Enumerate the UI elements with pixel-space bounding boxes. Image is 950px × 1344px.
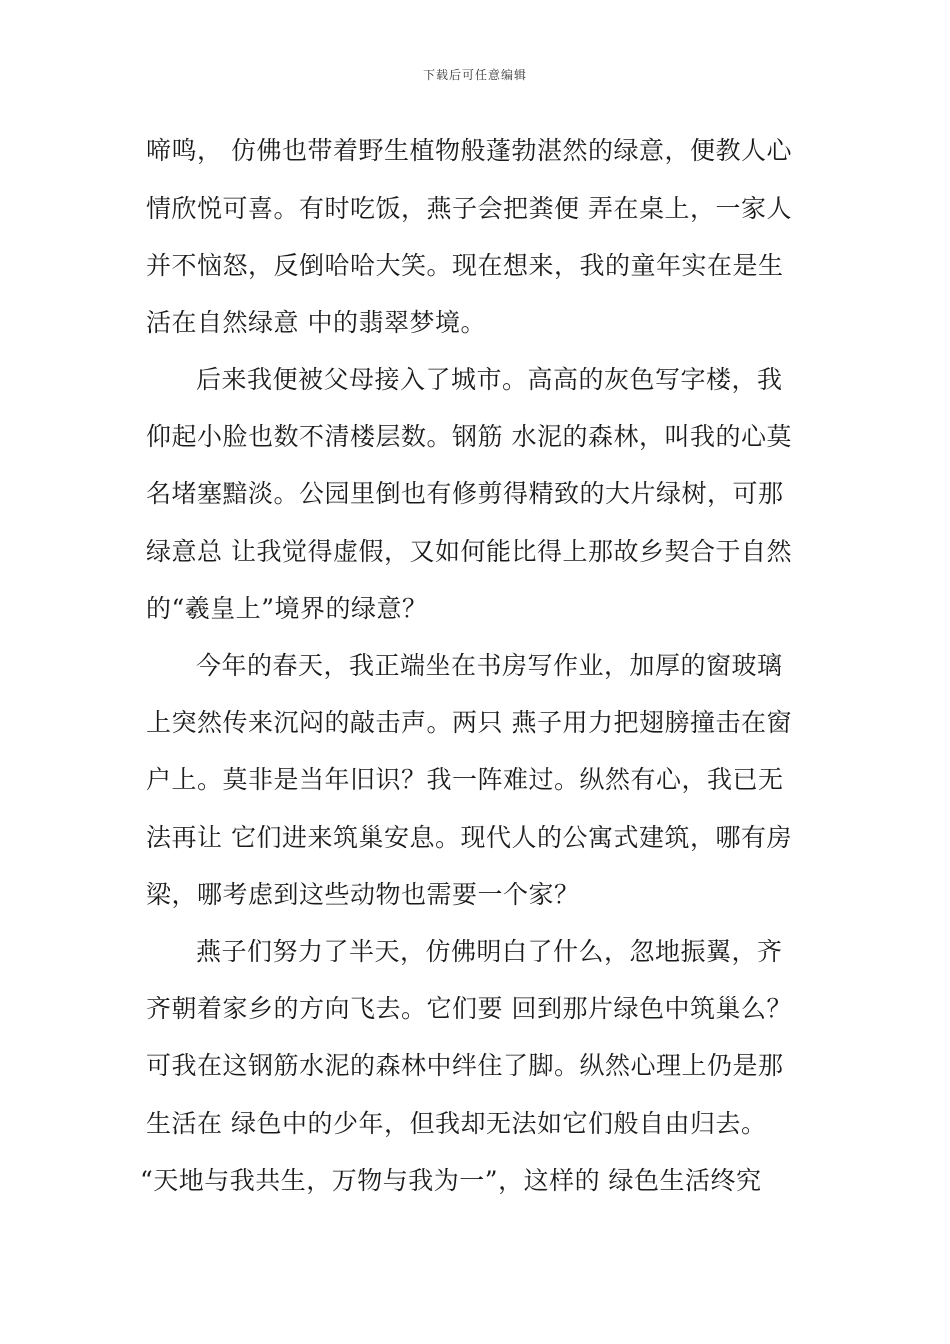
text-line: 上突然传来沉闷的敲击声。两只 燕子用力把翅膀撞击在窗 [146, 708, 792, 737]
text-line: 活在自然绿意 中的翡翠梦境。 [146, 308, 486, 337]
text-line: “天地与我共生，万物与我为一”，这样的 绿色生活终究 [140, 1166, 762, 1195]
text-line: 并不恼怒，反倒哈哈大笑。现在想来，我的童年实在是生 [146, 251, 784, 280]
text-line: 户上。莫非是当年旧识？我一阵难过。纵然有心，我已无 [146, 765, 784, 794]
text-line: 名堵塞黯淡。公园里倒也有修剪得精致的大片绿树，可那 [146, 479, 784, 508]
paragraph-first-line: 今年的春天，我正端坐在书房写作业，加厚的窗玻璃 [196, 651, 783, 680]
text-line: 的“羲皇上”境界的绿意？ [146, 594, 428, 623]
page-header: 下载后可任意编辑 [422, 68, 527, 82]
text-line: 仰起小脸也数不清楼层数。钢筋 水泥的森林，叫我的心莫 [146, 422, 792, 451]
text-line: 可我在这钢筋水泥的森林中绊住了脚。纵然心理上仍是那 [146, 1051, 784, 1080]
paragraph-first-line: 后来我便被父母接入了城市。高高的灰色写字楼，我 [196, 365, 783, 394]
text-line: 绿意总 让我觉得虚假，又如何能比得上那故乡契合于自然 [146, 537, 792, 566]
paragraph-first-line: 燕子们努力了半天，仿佛明白了什么，忽地振翼，齐 [196, 937, 783, 966]
text-line: 情欣悦可喜。有时吃饭，燕子会把粪便 弄在桌上，一家人 [146, 194, 792, 223]
text-line: 生活在 绿色中的少年，但我却无法如它们般自由归去。 [146, 1109, 767, 1138]
text-line: 梁，哪考虑到这些动物也需要一个家？ [146, 880, 580, 909]
text-line: 啼鸣， 仿佛也带着野生植物般蓬勃湛然的绿意，便教人心 [146, 136, 792, 165]
text-line: 法再让 它们进来筑巢安息。现代人的公寓式建筑，哪有房 [146, 823, 792, 852]
text-line: 齐朝着家乡的方向飞去。它们要 回到那片绿色中筑巢么？ [146, 994, 792, 1023]
